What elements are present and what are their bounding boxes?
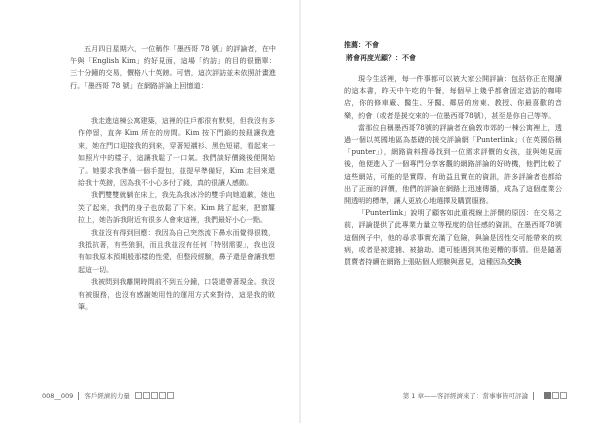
left-quote-block [78,115,275,314]
right-body [344,73,562,268]
verdict-return: 將會再度光顧？：不會 [346,52,416,62]
rating-square [167,392,174,399]
quote-paragraph: 我走進這棟公寓建築，這裡的住戶都很有默契，但我沒有多作停留，直奔 Kim 所在的房間。Kim 按下門鎖的按鈕讓我進來，她在門口迎接我的到來，穿著短襯衫、黑色短裙，看起來一如照片中的樣子，這讓我鬆了一口氣。我們談好價錢後便開始了。她要求我準備一個手提包，並提早準備好，Kim 走回來還給我十英鎊，因為我不小心多付了錢，真的很讓人感動。 [78,117,275,188]
page-numbers: 008__009 [42,391,74,400]
body-paragraph [344,207,562,268]
rating-square [143,392,150,399]
rating-square [151,392,158,399]
left-intro-paragraph: 五月四日星期六，一位稱作「墨西哥 78 號」的評論者，在中午與「English Kim」約好見面，這場「約訪」的目的很簡單：三十分鐘的交易，價格八十英鎊。可惜，這次評訪並未依照計畫進行。「墨西哥 78 號」在網路評論上回憶道： [70,44,276,90]
left-footer [42,391,174,400]
quote-paragraph: 我們雙雙就躺在床上，我先為我冰冷的雙手向她道歉，她也笑了起來，我們的身子也放鬆了下來。Kim 跳了起來，把窗簾拉上，她告訴我附近有很多人會來這裡，我們最好小心一點。 [78,191,275,225]
chapter-title: 第 1 章——客評經濟來了：當事事皆可評論 [402,392,528,400]
verdict-recommend: 推薦：不會 [344,40,379,49]
rating-square [560,392,567,399]
rating-square [552,392,559,399]
rating-squares-icon [135,392,174,399]
quote-paragraph: 我並沒有得到回應：我因為自己突然流下鼻水而覺得很糗，我抵抗著，有些狼狽，而且我並沒有任何「特別需要」，我也沒有如我原本預期般那樣的性愛，但整段經驗，鼻子還是會讓我想起這一切。 [78,228,275,274]
quote-paragraph: 我被問到我離開時間前不到五分鐘，口袋還帶著現金。我沒有被服務，也沒有感謝她用性的運用方式來對待，這是我的敗筆。 [78,278,275,312]
body-paragraph: 現今生活裡，每一件事都可以被大家公開評論：包括你正在閱讀的這本書，昨天中午吃的午餐，每個早上幾乎都會固定造訪的咖啡店，你的修車廠、醫生、牙醫、鄰居的房東、教授、你最喜歡的音樂，約會（或者是援交來的一位墨西哥78號），甚至是你自己等等。 [344,74,562,120]
footer-divider [533,392,534,400]
rating-square [159,392,166,399]
rating-squares-icon [544,392,567,399]
rating-square [544,392,551,399]
book-title: 客戶經濟的力量 [84,392,130,400]
footer-divider [78,392,79,400]
right-footer [403,391,567,400]
body-paragraph: 當那位自稱墨西哥78號的評論者在倫敦市郊的一棟公寓裡上，透過一個以英國地區為基礎的援交評論網「Punterlink」（在英國俗稱「punter」），網路資料搜尋找到一位需求評價的女孩，並與她見面後，他便進入了一個專門分享客觀的網路評論的好時機，他們比較了這些網站，可能的是實際、有助益且實在的資訊，許多評論者也都給出了正面的評價，他們的評論在網路上迅速傳播，成為了這個產業公開透明的標準，讓人更放心地選擇及購買服務。 [344,122,562,206]
rating-square [135,392,142,399]
review-verdict [344,39,554,64]
body-paragraph-text: 「Punterlink」說明了顧客如此重視線上評價的原因：在交易之前，評論提供了此專業力量立等程度的信任感的資訊，在墨西哥78號這個例子中，他的尋求事實充滿了危險，與論是因性交可能帶來的疾病，或者是被逮捕、被搶劫、還可能遇到其他更糟的事情。但是隨著買賣者持續在網路上張貼個人經驗與意見，這種因為 [344,208,562,267]
right-page [300,0,600,423]
highlight-term: 交換 [507,257,522,267]
